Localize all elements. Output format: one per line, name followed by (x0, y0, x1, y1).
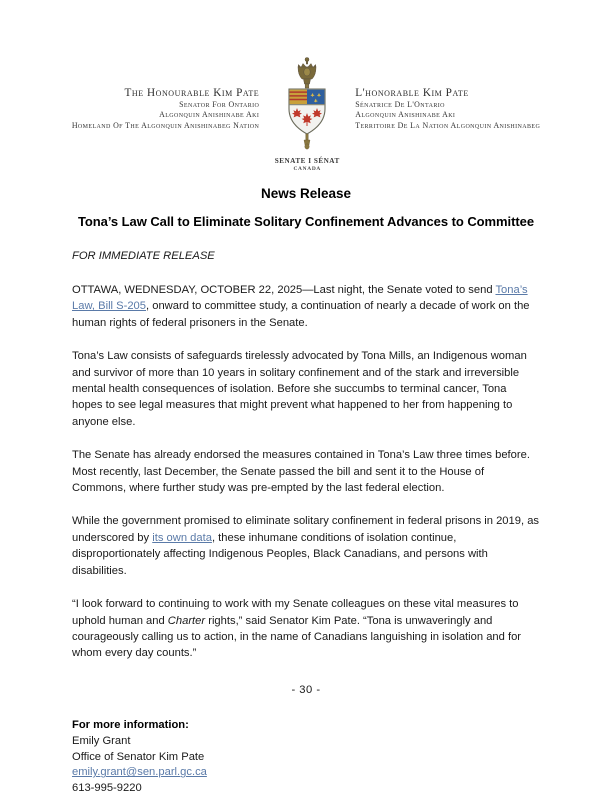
page-title: Tona’s Law Call to Eliminate Solitary Confinement Advances to Committee (77, 214, 535, 229)
letterhead-en-name: The Honourable Kim Pate (124, 87, 260, 99)
contact-name: Emily Grant (72, 734, 131, 747)
quote-part-two: rights,” said Senator Kim Pate. “Tona is unwaveringly and courageously calling us to action, in the name of Canadians languishing in isolation and for whom every day counts.” (72, 614, 522, 660)
letterhead-french-block (343, 56, 540, 131)
for-immediate-release-label: FOR IMMEDIATE RELEASE (72, 250, 215, 262)
end-of-release-mark: - 30 - (291, 683, 321, 696)
news-release-label: News Release (260, 186, 352, 201)
letterhead-en-line2: Algonquin Anishinabe Aki (159, 110, 260, 120)
contact-office: Office of Senator Kim Pate (72, 750, 205, 763)
crest-caption-senate: SENATE I SÉNAT (274, 157, 340, 165)
letterhead-fr-line3: Territoire De La Nation Algonquin Anishinabeg (355, 120, 541, 130)
letterhead (72, 0, 540, 172)
crest-caption-canada: CANADA (293, 166, 322, 172)
letterhead-english-block (72, 56, 271, 131)
contact-heading: For more information: (72, 718, 189, 731)
letterhead-en-line1: Senator For Ontario (179, 100, 260, 110)
senate-of-canada-crest-icon (278, 56, 336, 156)
senate-crest (271, 56, 343, 172)
charter-italic: Charter (167, 614, 206, 627)
letterhead-fr-line1: Sénatrice De L'Ontario (355, 100, 445, 110)
quote-part-one: “I look forward to continuing to work with my Senate colleagues on these vital measures to uphold human and (72, 598, 519, 627)
contact-email-link[interactable]: emily.grant@sen.parl.gc.ca (72, 766, 207, 779)
paragraph-senate-history: The Senate has already endorsed the measures contained in Tona’s Law three times before. Most recently, last December, the Senate passed the bill and sent it to the House of Commons, where further study was pre-empted by the last federal election. (72, 449, 530, 495)
paragraph-quote (72, 596, 540, 662)
paragraph-government-lead: While the government promised to eliminate solitary confinement in federal prisons in 2019, as underscored by (72, 515, 540, 544)
letterhead-en-line3: Homeland Of The Algonquin Anishinabeg Nation (71, 120, 260, 130)
paragraph-lead-text: OTTAWA, WEDNESDAY, OCTOBER 22, 2025—Last night, the Senate voted to send (72, 284, 496, 296)
letterhead-fr-name: L'honorable Kim Pate (355, 87, 469, 99)
contact-phone: 613-995-9220 (72, 782, 142, 795)
tonas-law-bill-link[interactable]: Tona’s Law, Bill S-205 (72, 284, 528, 313)
paragraph-lead (72, 282, 540, 331)
paragraph-government-promise (72, 513, 540, 579)
contact-block (72, 718, 540, 797)
paragraph-lead-tail: , onward to committee study, a continuation of nearly a decade of work on the human rights of federal prisoners in the Senate. (72, 300, 530, 329)
paragraph-safeguards: Tona’s Law consists of safeguards tirelessly advocated by Tona Mills, an Indigenous woman and survivor of more than 10 years in solitary confinement and of the stark and irreversible mental health consequences of isolation. Before she succumbs to terminal cancer, Tona hopes to see legal measures that might prevent what happened to her from happening to anyone else. (72, 350, 527, 428)
paragraph-government-tail: , these inhumane conditions of isolation continue, disproportionately affecting Indigenous Peoples, Black Canadians, and persons with disabilities. (72, 531, 488, 577)
its-own-data-link[interactable]: its own data (152, 531, 212, 544)
letterhead-fr-line2: Algonquin Anishinabe Aki (355, 110, 456, 120)
